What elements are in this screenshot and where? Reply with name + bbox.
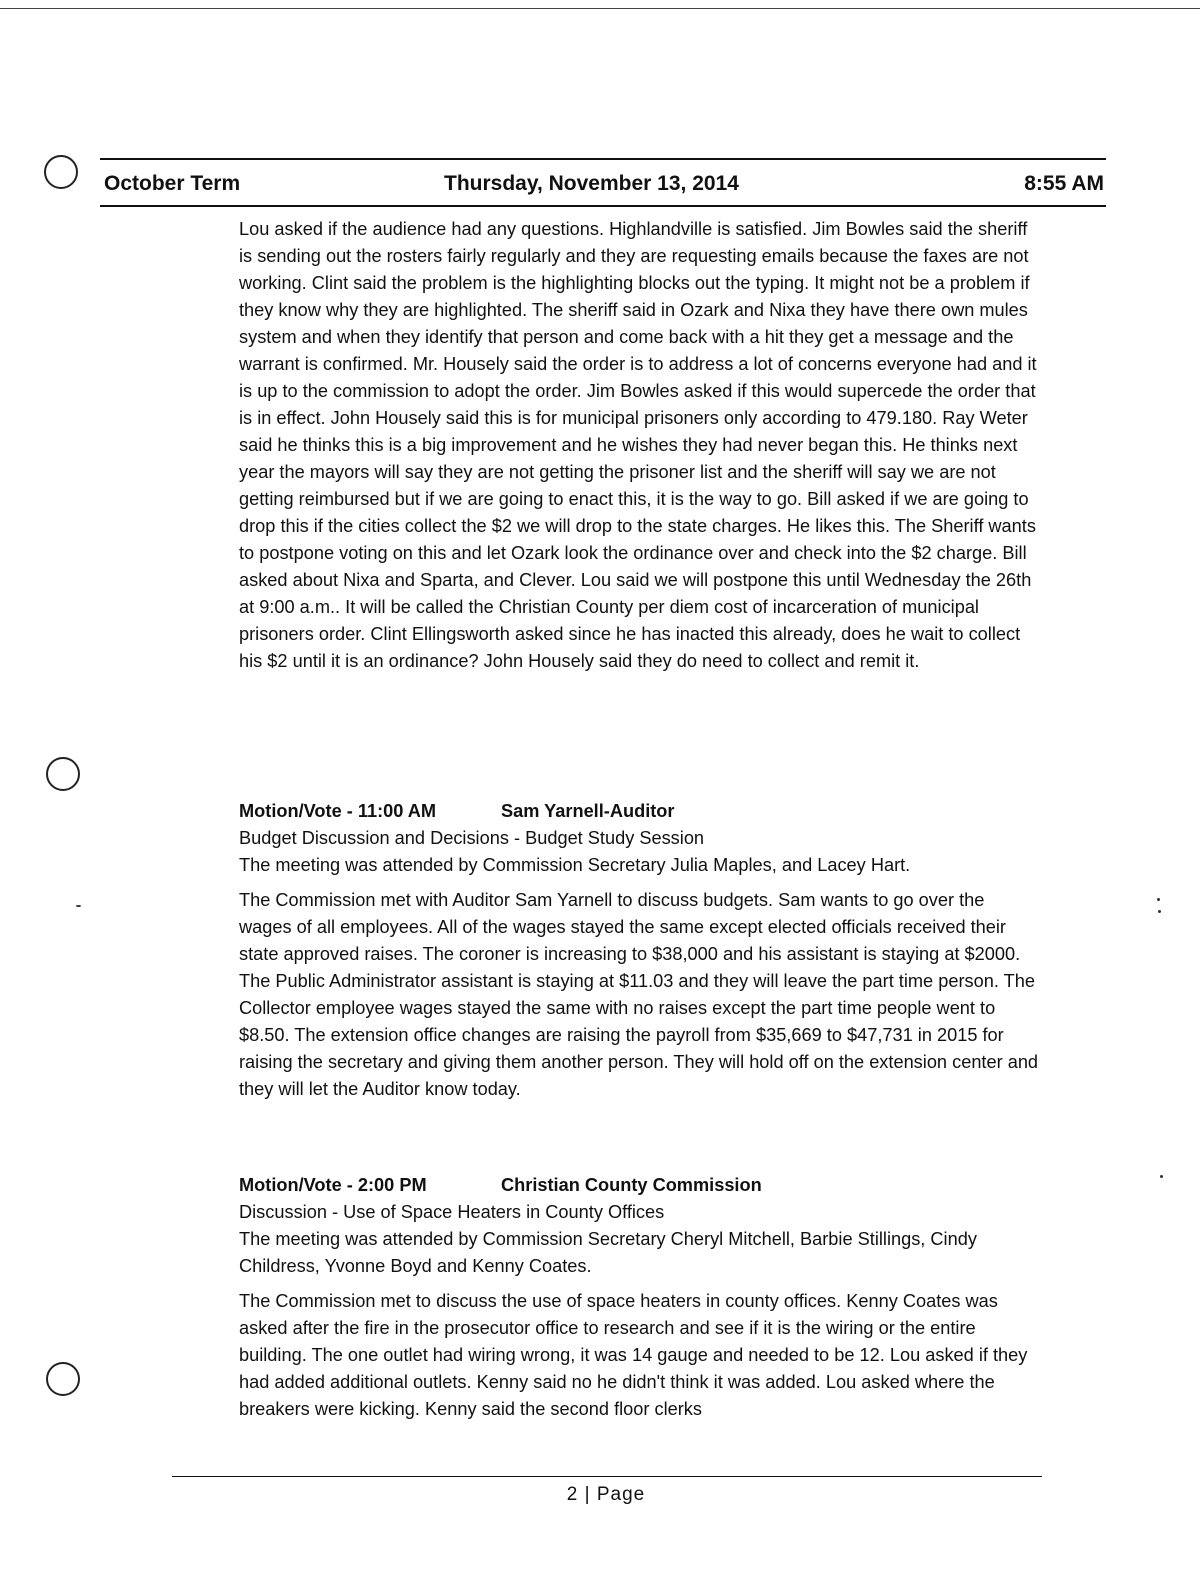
header-time: 8:55 AM — [1024, 172, 1104, 195]
page-number: 2 | Page — [566, 1484, 646, 1505]
section-body: The Commission met with Auditor Sam Yarnell to discuss budgets. Sam wants to go over the wages of all employees. All of the wages stayed the same except elected officials received their state approved raises. The coroner is increasing to $38,000 and his assistant is staying at $2000. The Public Administrator assistant is staying at $11.03 and they will leave the part time person. The Collector employee wages stayed the same with no raises except the part time people went to $8.50. The extension office changes are raising the payroll from $35,669 to $47,731 in 2015 for raising the secretary and giving them another person. They will hold off on the extension center and they will let the Auditor know today. — [239, 890, 1039, 1099]
header-date: Thursday, November 13, 2014 — [444, 172, 739, 195]
section-topic: Discussion - Use of Space Heaters in County Offices — [239, 1202, 665, 1222]
motion-vote-label: Motion/Vote - 2:00 PM — [239, 1175, 427, 1195]
agenda-section-auditor — [239, 798, 1039, 1103]
section-attendance: The meeting was attended by Commission Secretary Julia Maples, and Lacey Hart. — [239, 855, 911, 875]
punch-hole-middle — [46, 757, 80, 791]
motion-vote-label: Motion/Vote - 11:00 AM — [239, 801, 437, 821]
scan-speck — [1157, 898, 1160, 901]
section-party: Christian County Commission — [501, 1175, 762, 1195]
minutes-paragraph — [239, 216, 1039, 675]
section-heading — [239, 798, 1039, 825]
punch-hole-bottom — [46, 1362, 80, 1396]
scan-speck — [1158, 910, 1161, 913]
scan-edge-line — [0, 8, 1200, 9]
section-topic: Budget Discussion and Decisions - Budget Study Session — [239, 828, 705, 848]
section-attendance: The meeting was attended by Commission Secretary Cheryl Mitchell, Barbie Stillings, Cindy Childress, Yvonne Boyd and Kenny Coates. — [239, 1229, 977, 1276]
header-rule-top — [100, 158, 1106, 160]
scan-speck — [76, 905, 81, 907]
header-term: October Term — [104, 172, 241, 195]
agenda-section-commission — [239, 1172, 1039, 1423]
section-body: The Commission met to discuss the use of space heaters in county offices. Kenny Coates was asked after the fire in the prosecutor office to research and see if it is the wiring or the entire building. The one outlet had wiring wrong, it was 14 gauge and needed to be 12. Lou asked if they had added additional outlets. Kenny said no he didn't think it was added. Lou asked where the breakers were kicking. Kenny said the second floor clerks — [239, 1291, 1028, 1419]
punch-hole-top — [44, 155, 78, 189]
header-rule-bottom — [100, 205, 1106, 207]
section-heading — [239, 1172, 1039, 1199]
footer-rule — [172, 1476, 1042, 1477]
paragraph-text: Lou asked if the audience had any questions. Highlandville is satisfied. Jim Bowles said the sheriff is sending out the rosters fairly regularly and they are requesting emails because the faxes are not working. Clint said the problem is the highlighting blocks out the typing. It might not be a problem if they know why they are highlighted. The sheriff said in Ozark and Nixa they have there own mules system and when they identify that person and come back with a hit they get a message and the warrant is confirmed. Mr. Housely said the order is to address a lot of concerns everyone had and it is up to the commission to adopt the order. Jim Bowles asked if this would supercede the order that is in effect. John Housely said this is for municipal prisoners only according to 479.180. Ray Weter said he thinks this is a big improvement and he wishes they had never began this. He thinks next year the mayors will say they are not getting the prisoner list and the sheriff will say we are not getting reimbursed but if we are going to enact this, it is the way to go. Bill asked if we are going to drop this if the cities collect the $2 we will drop to the state charges. He likes this. The Sheriff wants to postpone voting on this and let Ozark look the ordinance over and check into the $2 charge. Bill asked about Nixa and Sparta, and Clever. Lou said we will postpone this until Wednesday the 26th at 9:00 a.m.. It will be called the Christian County per diem cost of incarceration of municipal prisoners order. Clint Ellingsworth asked since he has inacted this already, does he wait to collect his $2 until it is an ordinance? John Housely said they do need to collect and remit it. — [239, 219, 1037, 671]
section-party: Sam Yarnell-Auditor — [501, 801, 675, 821]
scan-speck — [1160, 1175, 1163, 1178]
